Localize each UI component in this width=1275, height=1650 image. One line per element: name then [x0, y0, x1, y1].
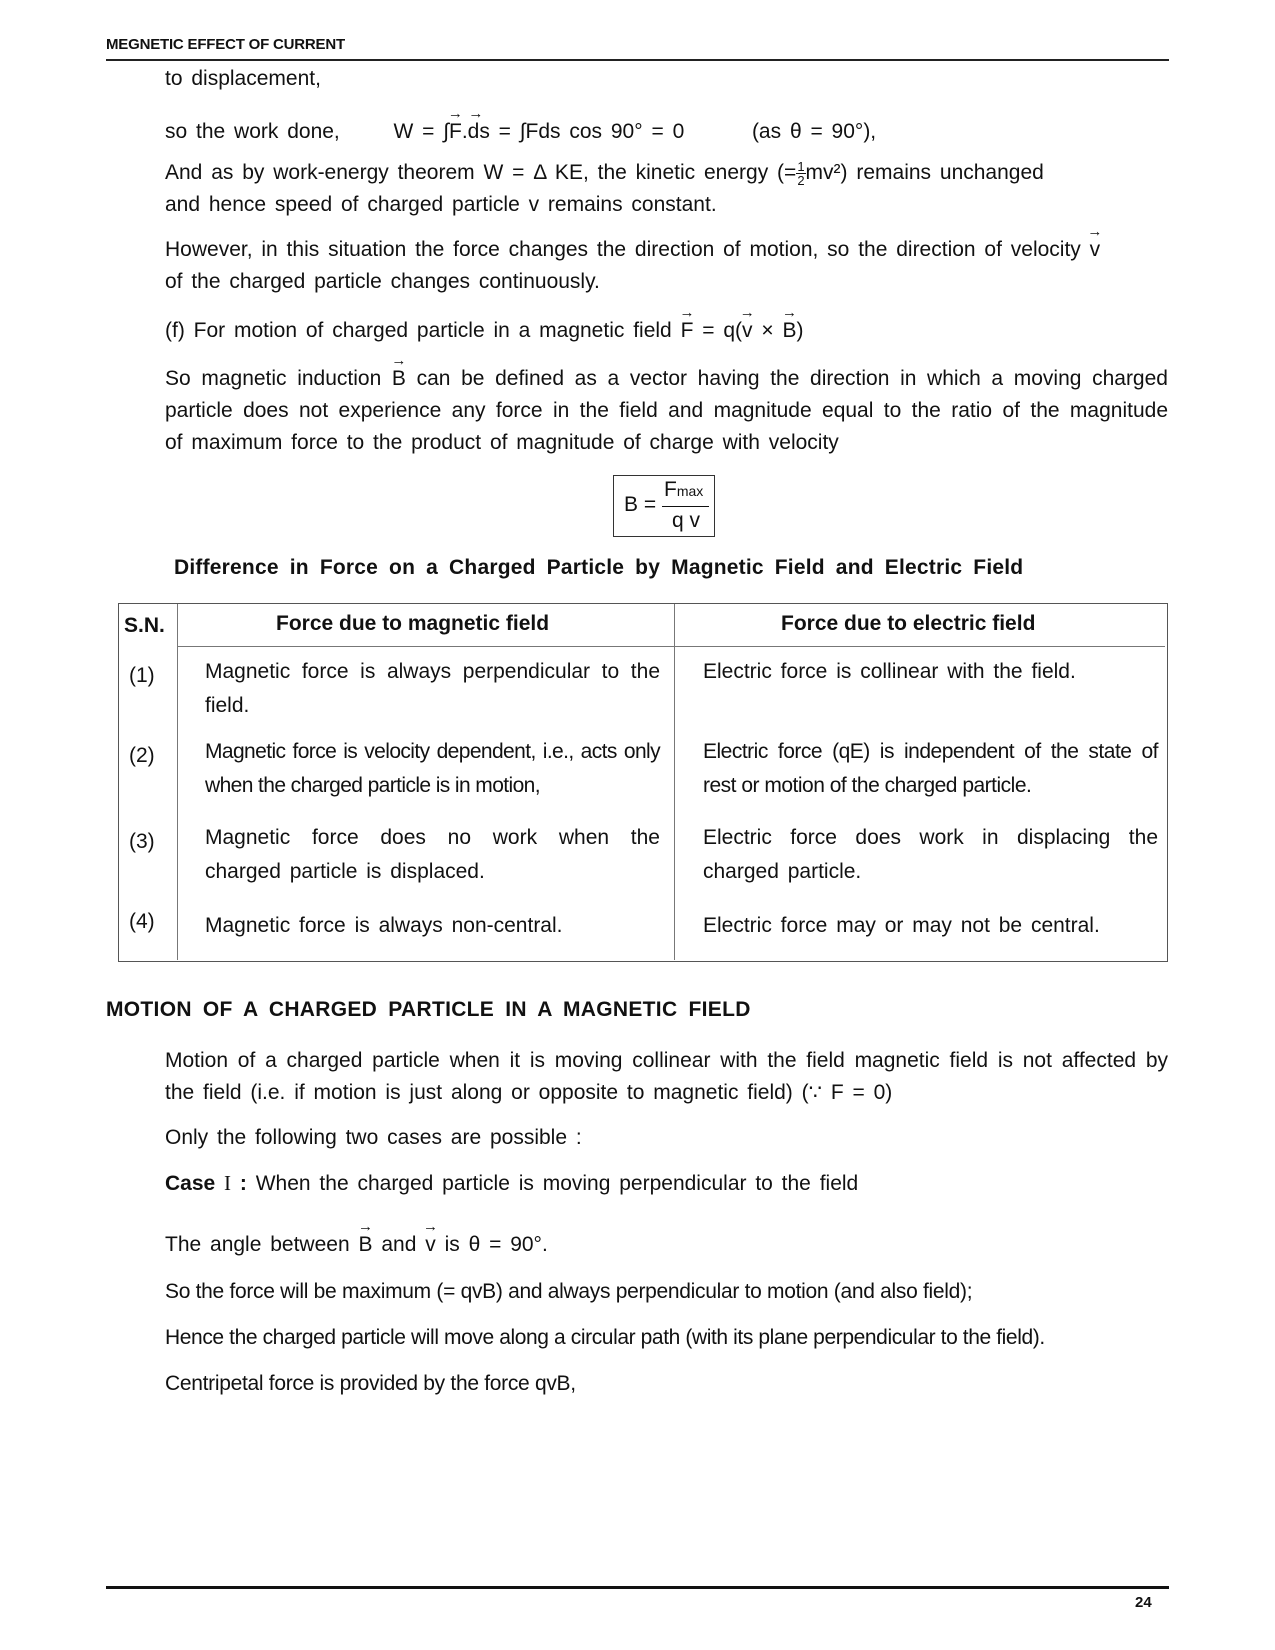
vector-B: → B	[782, 315, 796, 347]
ke-text-3: and hence speed of charged particle v remains constant.	[165, 193, 717, 216]
row-magnetic: Magnetic force is always perpendicular to the field.	[205, 660, 660, 717]
row-sn: (4)	[129, 910, 155, 933]
vector-B: → B	[392, 363, 406, 395]
vector-v: → v	[742, 315, 753, 347]
row-sn: (1)	[129, 664, 155, 687]
formula-lhs: B =	[624, 493, 657, 516]
theta-condition: (as θ = 90°),	[751, 120, 877, 143]
vector-ds: → .ds	[462, 116, 490, 148]
ke-text-1: And as by work-energy theorem W = Δ KE, the kinetic energy (=	[165, 161, 797, 184]
point-f	[165, 315, 1168, 347]
work-done-label: so the work done,	[165, 120, 340, 143]
header-rule	[106, 59, 1169, 61]
induction-text-2: can be defined as a vector having the direction in which a moving charged particle does not experience any force in the field and magnitude equal to the ratio of the magnitude of maximum force to the product of magnitude of charge with velocity	[165, 367, 1168, 454]
induction-text-1: So magnetic induction	[165, 367, 382, 390]
close-paren: )	[796, 319, 804, 342]
formula-numerator	[664, 478, 703, 502]
case-text: When the charged particle is moving perpendicular to the field	[255, 1172, 859, 1195]
row-magnetic: Magnetic force does no work when the charged particle is displaced.	[205, 826, 660, 883]
frac-num: 1	[797, 158, 805, 174]
case-1	[165, 1167, 1168, 1200]
angle-and: and	[381, 1233, 417, 1256]
eq-q: = q(	[702, 319, 743, 342]
integral-sign: ∫	[443, 120, 449, 143]
header-sn: S.N.	[124, 614, 165, 637]
frac-den: 2	[797, 172, 805, 188]
work-done-line	[165, 116, 1168, 148]
header-magnetic: Force due to magnetic field	[276, 612, 550, 635]
work-energy-para	[165, 157, 1168, 221]
vector-v: → v	[1090, 234, 1101, 266]
row-magnetic: Magnetic force is velocity dependent, i.e., acts only when the charged particle is in motion,	[205, 740, 660, 797]
centripetal-line: Centripetal force is provided by the force qvB,	[165, 1372, 576, 1395]
however-line-2: of the charged particle changes continuously.	[165, 270, 600, 293]
vector-v: → v	[425, 1229, 436, 1261]
however-line-1: However, in this situation the force changes the direction of motion, so the direction of velocity	[165, 238, 1081, 261]
row-sn: (2)	[129, 744, 155, 767]
angle-text-2: is θ = 90°.	[444, 1233, 548, 1256]
fraction-half	[796, 160, 805, 187]
ke-text-2: mv²) remains unchanged	[805, 161, 1044, 184]
formula-box-B	[613, 475, 715, 537]
page-number: 24	[1135, 1594, 1152, 1611]
however-para	[165, 234, 1168, 298]
fraction-bar	[662, 506, 709, 507]
row-electric: Electric force is collinear with the field.	[703, 660, 1076, 683]
text-to-displacement: to displacement,	[165, 67, 321, 90]
two-cases-text: Only the following two cases are possible :	[165, 1126, 582, 1149]
vector-F: → F	[449, 116, 462, 148]
footer-rule	[106, 1586, 1169, 1589]
running-header: MEGNETIC EFFECT OF CURRENT	[106, 36, 345, 53]
point-f-text: (f) For motion of charged particle in a magnetic field	[165, 319, 672, 342]
row-sn: (3)	[129, 830, 155, 853]
formula-F: F	[664, 478, 677, 501]
header-electric: Force due to electric field	[781, 612, 1036, 635]
formula-sub-max: max	[676, 483, 704, 499]
table-title: Difference in Force on a Charged Particle by Magnetic Field and Electric Field	[174, 556, 1024, 579]
row-electric: Electric force (qE) is independent of the state of rest or motion of the charged particle.	[703, 740, 1158, 797]
work-eq: W =	[393, 120, 435, 143]
row-electric: Electric force may or may not be central.	[703, 914, 1100, 937]
formula-denominator: q v	[672, 509, 701, 532]
case-colon: :	[239, 1172, 247, 1195]
force-max-line: So the force will be maximum (= qvB) and always perpendicular to motion (and also field);	[165, 1280, 973, 1303]
comparison-table	[118, 603, 1168, 962]
row-magnetic: Magnetic force is always non-central.	[205, 914, 563, 937]
row-electric: Electric force does work in displacing the charged particle.	[703, 826, 1158, 883]
circular-path-line: Hence the charged particle will move along a circular path (with its plane perpendicular to the field).	[165, 1326, 1045, 1349]
header-divider	[177, 646, 1165, 647]
case-numeral: I	[224, 1171, 232, 1195]
angle-line	[165, 1229, 1168, 1261]
col-divider-1	[177, 604, 178, 960]
collinear-para: Motion of a charged particle when it is moving collinear with the field magnetic field is not affected by the field (i.e. if motion is just along or opposite to magnetic field) (∵ F = 0)	[165, 1049, 1168, 1104]
vector-F: → F	[681, 315, 694, 347]
cross-symbol: ×	[761, 319, 774, 342]
induction-para	[165, 363, 1168, 459]
vector-B: → B	[358, 1229, 372, 1261]
angle-text-1: The angle between	[165, 1233, 350, 1256]
section-heading: MOTION OF A CHARGED PARTICLE IN A MAGNETIC FIELD	[106, 998, 751, 1021]
work-rhs: = ∫Fds cos 90° = 0	[498, 120, 685, 143]
col-divider-2	[674, 604, 675, 960]
case-label: Case	[165, 1172, 216, 1195]
